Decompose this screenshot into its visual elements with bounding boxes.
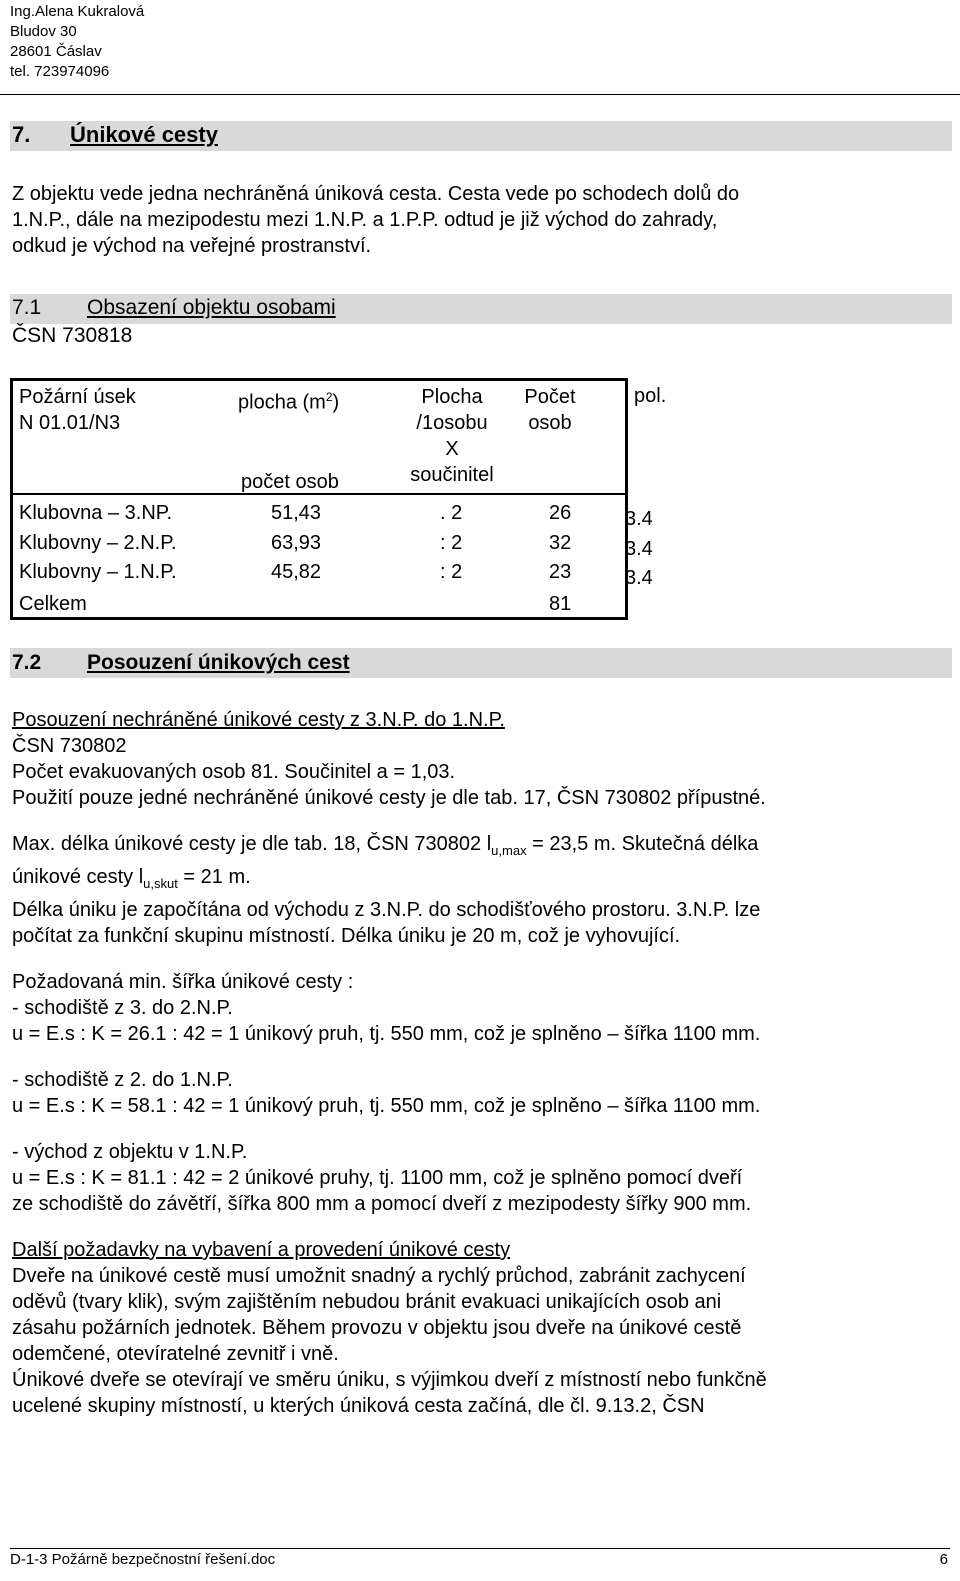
row-pol: 3.4 (625, 538, 653, 560)
length-line: Délka úniku je započítána od východu z 3.N.P. do schodišťového prostoru. 3.N.P. lze (12, 899, 761, 921)
max-length-sub: u,max (491, 843, 527, 858)
row-count: 23 (549, 561, 572, 583)
section-7-1-heading (12, 296, 336, 320)
author-city: 28601 Čáslav (10, 43, 102, 60)
header-pol-visible: pol. (634, 385, 667, 407)
count-line: Počet evakuovaných osob 81. Součinitel a = 1,03. (12, 761, 456, 783)
header-person-count: počet osob (241, 471, 339, 493)
header-area-sup: 2 (325, 390, 333, 404)
section-7-number: 7. (12, 122, 31, 147)
row-name: Klubovny – 2.N.P. (19, 532, 177, 554)
section-7-1-title: Obsazení objektu osobami (87, 296, 336, 319)
header-area-label: plocha (m (238, 391, 326, 414)
intro-line: odkud je východ na veřejné prostranství. (12, 235, 372, 257)
header-persons-l2: osob (528, 412, 572, 434)
row-area: 63,93 (271, 532, 322, 554)
header-area-per-person-l3: X (445, 438, 459, 460)
further-line: zásahu požárních jednotek. Během provozu v objektu jsou dveře na únikové cestě (12, 1317, 742, 1339)
section-7-2-number: 7.2 (12, 651, 42, 674)
further-line: oděvů (tvary klik), svým zajištěním nebudou bránit evakuaci unikajících osob ani (12, 1291, 722, 1313)
width-requirement: Požadovaná min. šířka únikové cesty : (12, 971, 354, 993)
author-street: Bludov 30 (10, 23, 77, 40)
real-length-sub: u,skut (143, 876, 178, 891)
exit-calc: ze schodiště do závětří, šířka 800 mm a pomocí dveří z mezipodesty šířky 900 mm. (12, 1193, 752, 1215)
exit-label: - východ z objektu v 1.N.P. (12, 1141, 248, 1163)
header-area-close: ) (332, 391, 340, 414)
row-area: 51,43 (271, 502, 322, 524)
author-phone: tel. 723974096 (10, 63, 110, 80)
row-per-person: : 2 (440, 532, 463, 554)
header-fire-zone (19, 384, 136, 436)
section-7-2-body (12, 707, 947, 1419)
stair-2-label: - schodiště z 2. do 1.N.P. (12, 1069, 233, 1091)
further-line: Dveře na únikové cestě musí umožnit snadný a rychlý průchod, zabránit zachycení (12, 1265, 746, 1287)
stair-2-calc: u = E.s : K = 58.1 : 42 = 1 únikový pruh, tj. 550 mm, což je splněno – šířka 1100 mm. (12, 1095, 761, 1117)
header-area-per-person-l4: součinitel (410, 464, 494, 486)
intro-line: Z objektu vede jedna nechráněná úniková cesta. Cesta vede po schodech dolů do (12, 183, 740, 205)
real-length-text: únikové cesty l (12, 866, 144, 888)
section-7-2-heading (12, 651, 350, 675)
section-7-intro (12, 181, 947, 259)
max-length-line (12, 831, 947, 864)
header-fire-zone-code: N 01.01/N3 (19, 412, 121, 434)
real-length-line (12, 864, 947, 897)
section-7-title: Únikové cesty (70, 122, 218, 147)
author-name: Ing.Alena Kukralová (10, 3, 145, 20)
footer-document-name: D-1-3 Požárně bezpečnostní řešení.doc (10, 1551, 276, 1568)
real-length-text-end: = 21 m. (177, 866, 251, 888)
intro-line: 1.N.P., dále na mezipodestu mezi 1.N.P. a 1.P.P. odtud je již východ do zahrady, (12, 209, 718, 231)
header-fire-zone-label: Požární úsek (19, 386, 136, 408)
header-persons (500, 384, 600, 436)
usage-line: Použití pouze jedné nechráněné únikové cesty je dle tab. 17, ČSN 730802 přípustné. (12, 787, 766, 809)
header-area-per-person-l2: /1osobu (416, 412, 488, 434)
table-header-rule (13, 493, 625, 495)
footer-page-number: 6 (939, 1551, 948, 1568)
exit-calc: u = E.s : K = 81.1 : 42 = 2 únikové pruhy, tj. 1100 mm, což je splněno pomocí dveří (12, 1167, 743, 1189)
row-pol: 3.4 (625, 508, 653, 530)
max-length-text-end: = 23,5 m. Skutečná délka (526, 833, 759, 855)
header-area-per-person (385, 384, 519, 488)
max-length-text: Max. délka únikové cesty je dle tab. 18, ČSN 730802 l (12, 833, 492, 855)
total-label: Celkem (19, 593, 87, 615)
section-7-2-title: Posouzení únikových cest (87, 651, 350, 674)
section-7-1-number: 7.1 (12, 296, 42, 319)
stair-1-calc: u = E.s : K = 26.1 : 42 = 1 únikový pruh, tj. 550 mm, což je splněno – šířka 1100 mm. (12, 1023, 761, 1045)
section-7-1-norm: ČSN 730818 (12, 324, 133, 347)
row-pol: 3.4 (625, 567, 653, 589)
assessment-title: Posouzení nechráněné únikové cesty z 3.N.P. do 1.N.P. (12, 709, 505, 731)
header-persons-l1: Počet (524, 386, 576, 408)
footer-divider (10, 1548, 950, 1549)
further-title: Další požadavky na vybavení a provedení únikové cesty (12, 1239, 511, 1261)
doors-line: ucelené skupiny místností, u kterých úniková cesta začíná, dle čl. 9.13.2, ČSN (12, 1395, 705, 1417)
length-line: počítat za funkční skupinu místností. Délka úniku je 20 m, což je vyhovující. (12, 925, 681, 947)
header-area-per-person-l1: Plocha (421, 386, 483, 408)
doors-line: Únikové dveře se otevírají ve směru úniku, s výjimkou dveří z místností nebo funkčně (12, 1369, 767, 1391)
row-name: Klubovna – 3.NP. (19, 502, 173, 524)
header-divider (0, 94, 960, 95)
total-value: 81 (549, 593, 572, 615)
stair-1-label: - schodiště z 3. do 2.N.P. (12, 997, 233, 1019)
row-per-person: : 2 (440, 561, 463, 583)
row-count: 32 (549, 532, 572, 554)
row-area: 45,82 (271, 561, 322, 583)
row-count: 26 (549, 502, 572, 524)
letterhead (10, 2, 144, 82)
row-name: Klubovny – 1.N.P. (19, 561, 177, 583)
section-7-heading (12, 122, 218, 148)
header-area (238, 384, 339, 416)
further-line: odemčené, otevíratelné zevnitř i vně. (12, 1343, 339, 1365)
row-per-person: . 2 (440, 502, 463, 524)
norm-line: ČSN 730802 (12, 735, 127, 757)
occupancy-table (10, 378, 628, 620)
